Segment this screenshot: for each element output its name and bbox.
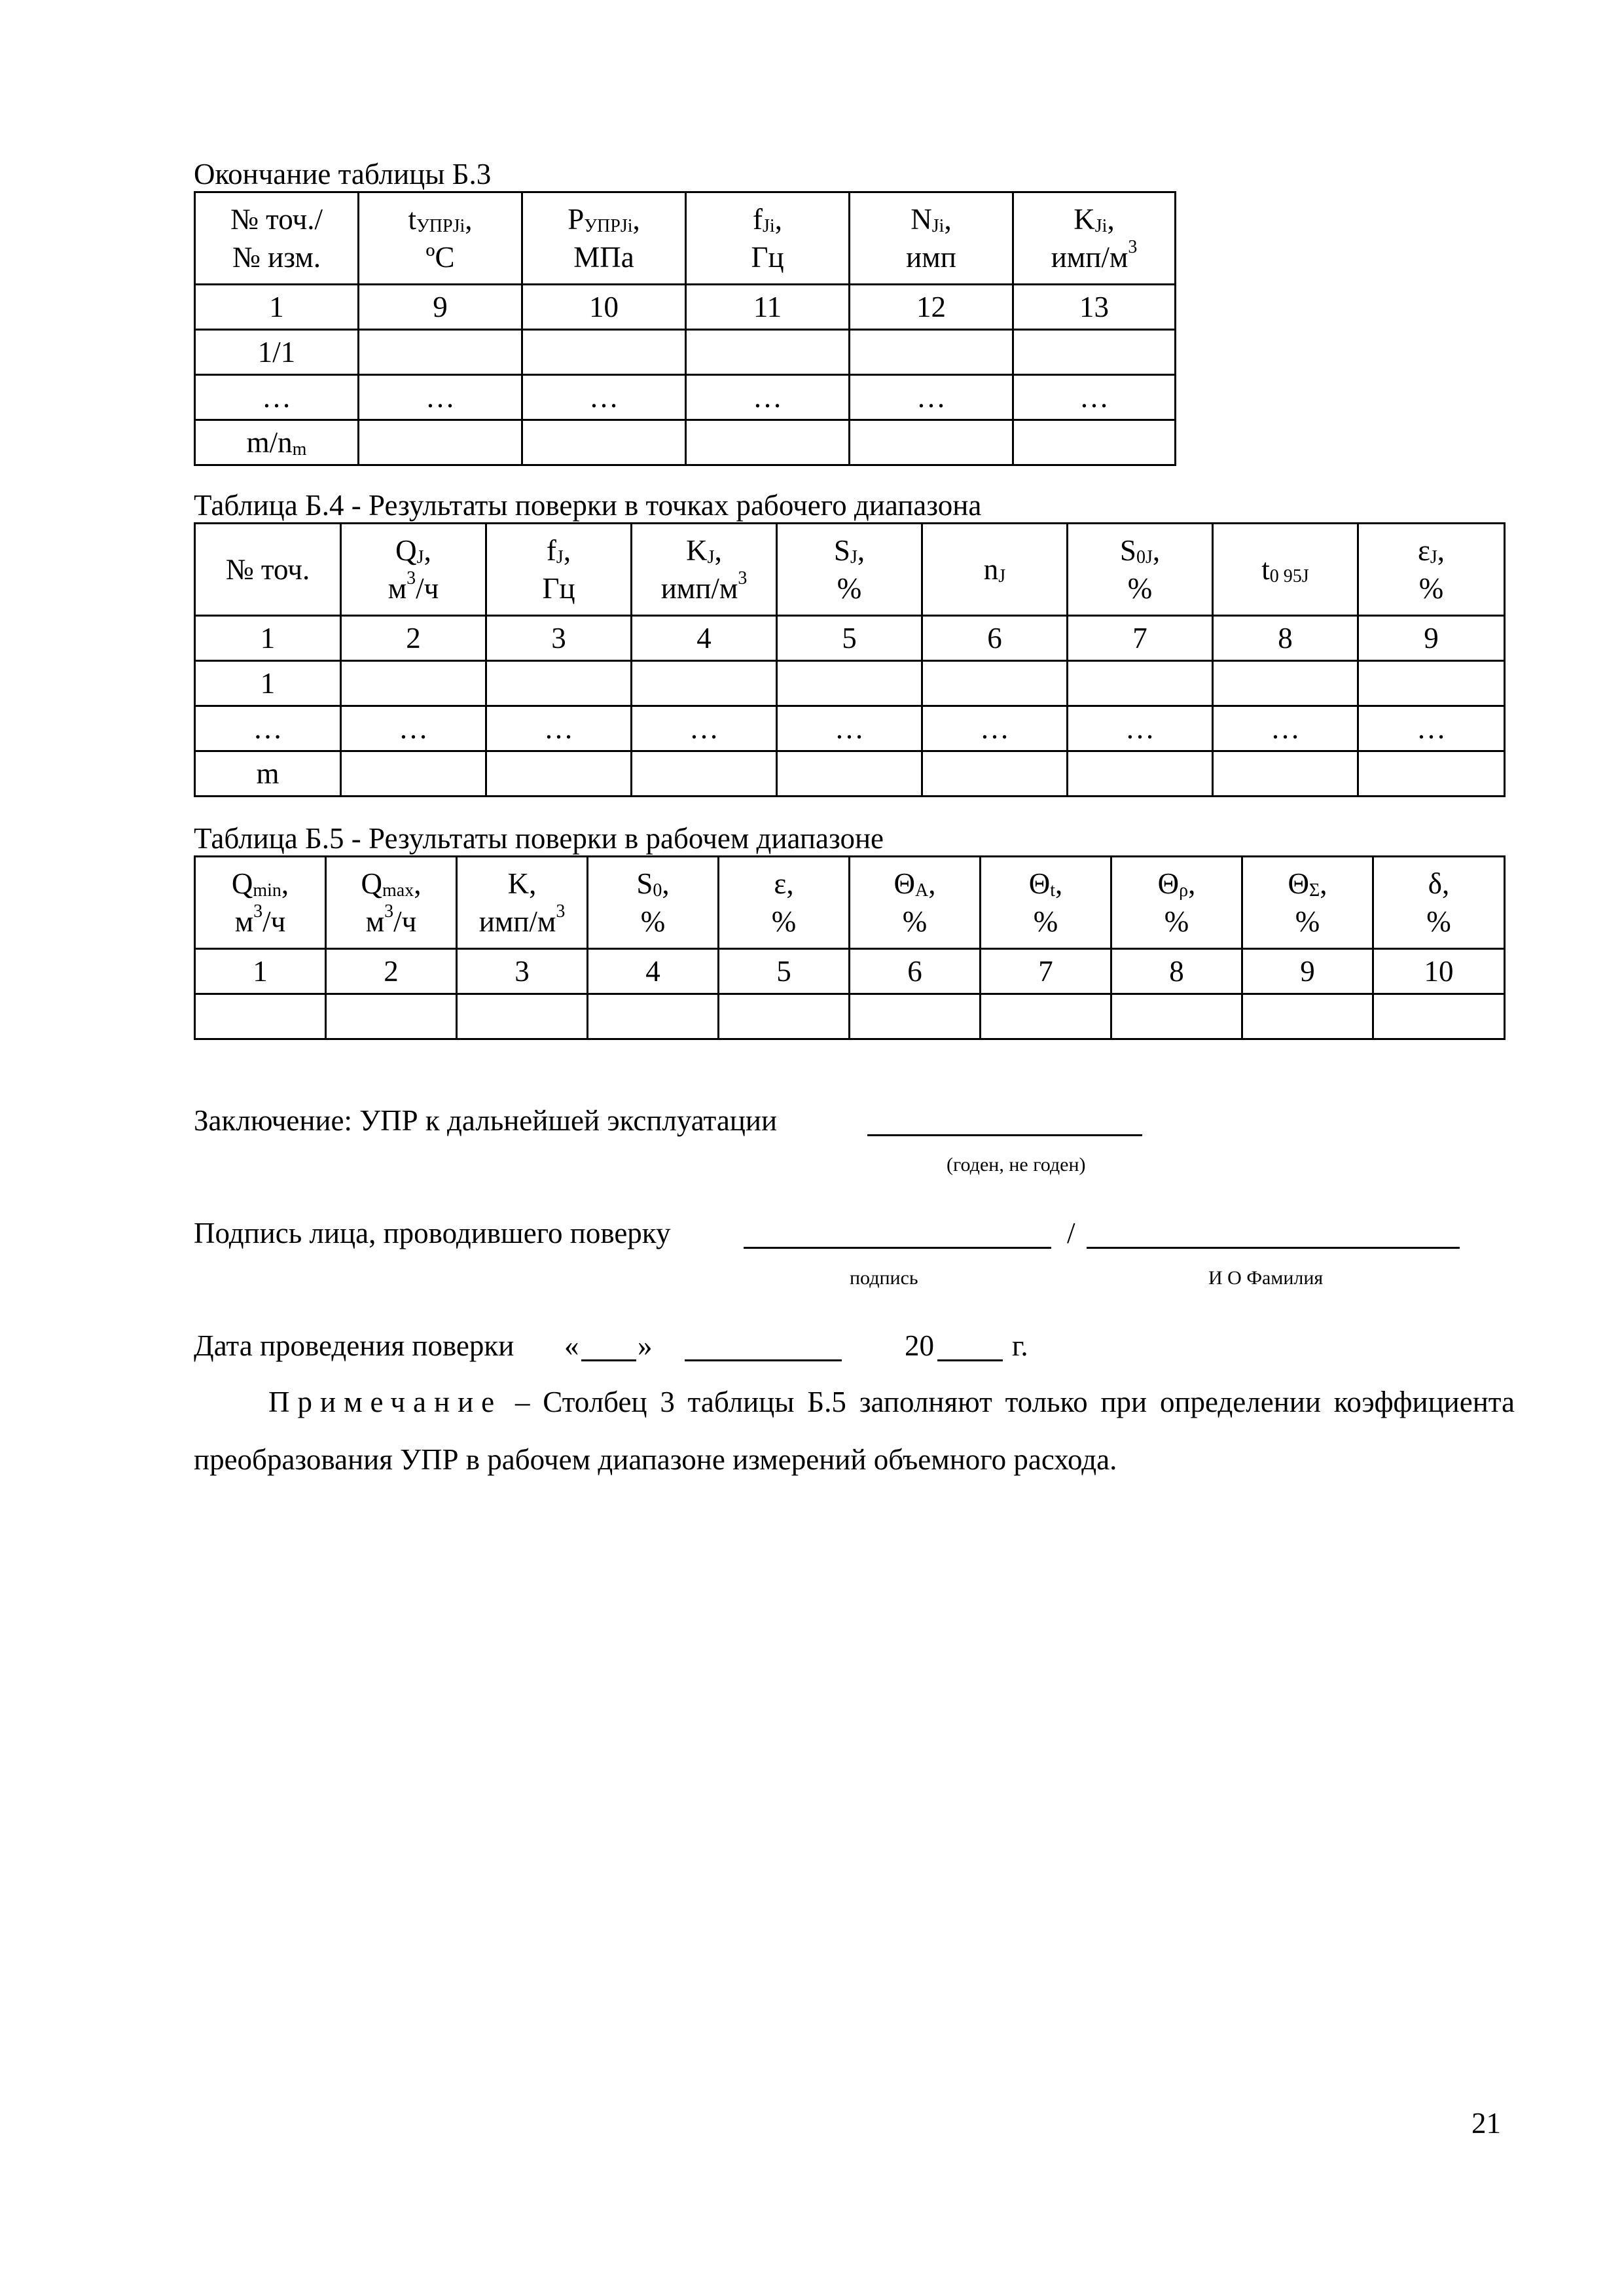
table-cell[interactable] (341, 661, 486, 706)
header-subscript: Ji (763, 216, 775, 236)
table-cell[interactable] (341, 751, 486, 797)
table-b5-caption: Таблица Б.5 - Результаты поверки в рабочем диапазоне (194, 822, 884, 855)
header-unit: ºC (425, 241, 455, 274)
column-number-cell: 5 (719, 949, 850, 994)
header-text: № точ. (225, 553, 310, 586)
header-subscript: ρ (1179, 880, 1189, 901)
header-cell (632, 524, 777, 616)
header-comma: , (1107, 203, 1115, 236)
header-unit: % (1033, 905, 1058, 938)
header-comma: , (944, 203, 952, 236)
column-number-cell: 6 (850, 949, 981, 994)
table-cell[interactable] (777, 661, 922, 706)
table-cell[interactable] (457, 994, 588, 1039)
header-cell (195, 524, 341, 616)
header-unit: % (902, 905, 928, 938)
table-cell: m (195, 751, 341, 797)
table-cell[interactable] (359, 330, 522, 375)
column-number-cell: 11 (686, 285, 850, 330)
table-cell[interactable] (1068, 751, 1213, 797)
header-subscript: J (556, 547, 564, 567)
table-cell[interactable] (1068, 661, 1213, 706)
table-b4-caption: Таблица Б.4 - Результаты поверки в точках рабочего диапазона (194, 489, 982, 522)
table-cell[interactable] (632, 751, 777, 797)
table-cell[interactable] (359, 420, 522, 465)
table-cell: … (686, 375, 850, 420)
header-symbol: n (983, 553, 999, 586)
table-cell[interactable] (850, 994, 981, 1039)
header-symbol: Θ (1028, 867, 1051, 900)
header-subscript: Σ (1308, 880, 1320, 901)
table-cell[interactable] (195, 994, 326, 1039)
column-number-cell: 13 (1013, 285, 1176, 330)
table-cell[interactable] (686, 330, 850, 375)
table-cell[interactable] (632, 661, 777, 706)
table-cell[interactable] (1242, 994, 1373, 1039)
header-subscript: J (1430, 547, 1437, 567)
header-comma: , (424, 534, 431, 567)
header-comma: , (465, 203, 473, 236)
signature-slash: / (1067, 1217, 1075, 1249)
table-row (195, 751, 1505, 797)
header-unit: % (771, 905, 797, 938)
header-unit: м (388, 572, 407, 605)
header-symbol: f (546, 534, 556, 567)
header-text: № точ./ (230, 203, 323, 236)
header-unit: % (1418, 572, 1444, 605)
header-superscript: 3 (1128, 237, 1138, 257)
header-subscript: УПРJi (416, 216, 465, 236)
column-number-cell: 8 (1213, 616, 1358, 661)
table-cell[interactable] (326, 994, 457, 1039)
table-b4-block (194, 488, 1506, 797)
table-cell[interactable] (1213, 751, 1358, 797)
date-year-suffix: г. (1012, 1329, 1028, 1362)
table-row (195, 661, 1505, 706)
column-number-cell: 3 (457, 949, 588, 994)
header-cell (981, 857, 1111, 949)
table-cell[interactable] (588, 994, 719, 1039)
signature-hint: подпись (850, 1267, 918, 1289)
header-unit: м (365, 905, 385, 938)
header-comma: , (714, 534, 722, 567)
date-open-quote: « (564, 1329, 579, 1362)
column-number-cell: 4 (632, 616, 777, 661)
header-superscript: 3 (384, 901, 394, 922)
header-subscript: 0J (1136, 547, 1153, 567)
date-day-blank[interactable] (581, 1359, 636, 1361)
table-b3-caption: Окончание таблицы Б.3 (194, 158, 492, 190)
header-comma: , (1320, 867, 1327, 900)
column-number-cell: 1 (195, 616, 341, 661)
table-cell[interactable] (486, 661, 632, 706)
table-cell: 1/1 (195, 330, 359, 375)
header-cell (1013, 192, 1176, 285)
table-row (195, 420, 1176, 465)
table-cell: … (486, 706, 632, 751)
header-symbol: Q (361, 867, 383, 900)
header-symbol: N (911, 203, 932, 236)
column-number-cell: 9 (359, 285, 522, 330)
table-cell[interactable] (1013, 420, 1176, 465)
header-symbol: ε, (774, 867, 794, 900)
table-cell[interactable] (850, 420, 1013, 465)
table-cell[interactable] (1358, 751, 1505, 797)
header-symbol: Θ (1288, 867, 1309, 900)
header-subscript: Ji (931, 216, 945, 236)
table-cell: … (195, 706, 341, 751)
table-cell[interactable] (522, 420, 686, 465)
conclusion-hint: (годен, не годен) (947, 1154, 1086, 1175)
table-cell: … (1013, 375, 1176, 420)
header-superscript: 3 (253, 901, 263, 922)
table-row (195, 994, 1505, 1039)
table-cell[interactable] (1111, 994, 1242, 1039)
header-unit: Гц (542, 572, 575, 605)
header-subscript: A (915, 880, 929, 901)
table-cell[interactable] (522, 330, 686, 375)
header-unit: % (837, 572, 862, 605)
header-unit: % (1426, 905, 1451, 938)
table-b3-block (194, 157, 1176, 466)
header-subscript: J (850, 547, 857, 567)
header-cell (1373, 857, 1505, 949)
table-cell[interactable] (1013, 330, 1176, 375)
header-subscript: J (416, 547, 424, 567)
signature-name-hint: И О Фамилия (1208, 1267, 1324, 1289)
header-symbol: S (1119, 534, 1136, 567)
header-comma: , (662, 867, 670, 900)
table-b5-block (194, 821, 1506, 1040)
table-cell[interactable] (777, 751, 922, 797)
last-row-label: m/n (246, 426, 293, 459)
header-unit: м (234, 905, 254, 938)
header-subscript: Ji (1094, 216, 1108, 236)
table-b4 (194, 522, 1506, 797)
header-comma: , (281, 867, 289, 900)
header-subscript: 0 95J (1269, 566, 1309, 586)
header-unit: МПа (573, 241, 634, 274)
table-cell: 1 (195, 661, 341, 706)
signature-label: Подпись лица, проводившего поверку (194, 1217, 671, 1249)
signature-name-blank[interactable] (1087, 1247, 1460, 1249)
header-comma: , (1152, 534, 1161, 567)
column-number-cell: 1 (195, 949, 326, 994)
header-cell (719, 857, 850, 949)
note-paragraph (194, 1373, 1515, 1488)
column-number-cell: 6 (922, 616, 1068, 661)
table-cell: … (341, 706, 486, 751)
header-unit: имп/м (660, 572, 738, 605)
table-cell: … (195, 375, 359, 420)
header-unit: % (1127, 572, 1153, 605)
header-cell (850, 192, 1013, 285)
date-month-blank[interactable] (685, 1359, 842, 1361)
column-number-cell: 9 (1242, 949, 1373, 994)
header-symbol: S (636, 867, 653, 900)
signature-blank[interactable] (744, 1247, 1051, 1249)
header-subscript: 0 (653, 880, 662, 901)
column-number-cell: 1 (195, 285, 359, 330)
header-cell (341, 524, 486, 616)
header-unit: имп (906, 241, 956, 274)
table-b5 (194, 855, 1506, 1040)
table-cell[interactable] (981, 994, 1111, 1039)
conclusion-label: Заключение: УПР к дальнейшей эксплуатации (194, 1104, 778, 1137)
header-symbol: K (686, 534, 708, 567)
header-symbol: ε (1417, 534, 1430, 567)
page-number: 21 (1471, 2107, 1501, 2140)
header-unit: % (640, 905, 666, 938)
table-cell[interactable] (1358, 661, 1505, 706)
table-cell: … (777, 706, 922, 751)
table-cell: … (632, 706, 777, 751)
column-number-cell: 9 (1358, 616, 1505, 661)
date-year-prefix: 20 (905, 1329, 934, 1362)
header-unit-tail: /ч (416, 572, 439, 605)
column-number-cell: 4 (588, 949, 719, 994)
header-cell (359, 192, 522, 285)
header-unit: % (1295, 905, 1320, 938)
table-cell[interactable] (922, 661, 1068, 706)
header-symbol: K, (507, 867, 537, 900)
header-unit-tail: /ч (393, 905, 417, 938)
header-comma: , (1188, 867, 1196, 900)
table-cell (195, 420, 359, 465)
header-cell (1068, 524, 1213, 616)
column-number-cell: 7 (981, 949, 1111, 994)
header-subscript: max (382, 880, 414, 901)
table-cell: … (1213, 706, 1358, 751)
header-comma: , (1055, 867, 1063, 900)
header-symbol: f (753, 203, 763, 236)
table-cell[interactable] (850, 330, 1013, 375)
table-b3 (194, 191, 1176, 466)
table-cell[interactable] (1213, 661, 1358, 706)
header-cell (777, 524, 922, 616)
header-comma: , (928, 867, 936, 900)
column-number-cell: 3 (486, 616, 632, 661)
header-cell (686, 192, 850, 285)
column-number-cell: 2 (341, 616, 486, 661)
table-row (195, 330, 1176, 375)
header-cell (486, 524, 632, 616)
conclusion-blank[interactable] (867, 1134, 1142, 1136)
header-superscript: 3 (406, 568, 416, 588)
header-symbol: S (833, 534, 850, 567)
table-cell: … (522, 375, 686, 420)
table-row (195, 706, 1505, 751)
table-cell: … (1068, 706, 1213, 751)
header-symbol: Q (395, 534, 417, 567)
header-symbol: P (568, 203, 585, 236)
header-comma: , (857, 534, 865, 567)
date-close-quote: » (638, 1329, 653, 1362)
header-symbol: Θ (1157, 867, 1180, 900)
header-cell (457, 857, 588, 949)
header-cell (1242, 857, 1373, 949)
header-cell (195, 192, 359, 285)
header-subscript: УПРJi (584, 216, 633, 236)
date-label: Дата проведения поверки (194, 1329, 514, 1362)
header-superscript: 3 (738, 568, 748, 588)
column-number-cell: 8 (1111, 949, 1242, 994)
column-number-cell: 5 (777, 616, 922, 661)
table-cell: … (1358, 706, 1505, 751)
header-subscript: min (253, 880, 281, 901)
header-subscript: J (998, 566, 1006, 586)
header-cell (326, 857, 457, 949)
header-subscript: J (707, 547, 715, 567)
header-cell (850, 857, 981, 949)
header-comma: , (774, 203, 782, 236)
table-cell[interactable] (686, 420, 850, 465)
header-unit: Гц (751, 241, 784, 274)
table-cell[interactable] (486, 751, 632, 797)
table-cell[interactable] (922, 751, 1068, 797)
table-cell: … (359, 375, 522, 420)
header-cell (922, 524, 1068, 616)
header-cell (1358, 524, 1505, 616)
note-lead: Примечание (268, 1386, 503, 1418)
header-unit: имп/м (478, 905, 556, 938)
header-comma: , (632, 203, 640, 236)
header-cell (195, 857, 326, 949)
last-row-subscript: m (292, 439, 307, 459)
column-number-cell: 12 (850, 285, 1013, 330)
header-symbol: t (408, 203, 416, 236)
column-number-cell: 7 (1068, 616, 1213, 661)
table-cell[interactable] (1373, 994, 1505, 1039)
table-cell: … (922, 706, 1068, 751)
header-comma: , (1437, 534, 1445, 567)
table-row (195, 375, 1176, 420)
header-cell (522, 192, 686, 285)
header-symbol: δ, (1428, 867, 1450, 900)
header-unit-tail: /ч (262, 905, 286, 938)
header-symbol: Θ (893, 867, 915, 900)
header-cell (1213, 524, 1358, 616)
header-comma: , (414, 867, 422, 900)
column-number-cell: 2 (326, 949, 457, 994)
header-symbol: K (1074, 203, 1095, 236)
column-number-cell: 10 (1373, 949, 1505, 994)
header-superscript: 3 (556, 901, 566, 922)
date-year-blank[interactable] (937, 1359, 1003, 1361)
header-subscript: t (1050, 880, 1056, 901)
header-unit: % (1164, 905, 1189, 938)
header-cell (588, 857, 719, 949)
header-comma: , (563, 534, 571, 567)
table-cell: … (850, 375, 1013, 420)
header-cell (1111, 857, 1242, 949)
column-number-cell: 10 (522, 285, 686, 330)
table-cell[interactable] (719, 994, 850, 1039)
header-symbol: t (1261, 553, 1270, 586)
note-text: – Столбец 3 таблицы Б.5 заполняют только при определении коэффициента преобразования УПР в рабочем диапазоне измерений объемного расхода. (194, 1386, 1515, 1476)
header-unit: имп/м (1051, 241, 1128, 274)
header-symbol: Q (231, 867, 253, 900)
header-unit: № изм. (232, 241, 321, 274)
